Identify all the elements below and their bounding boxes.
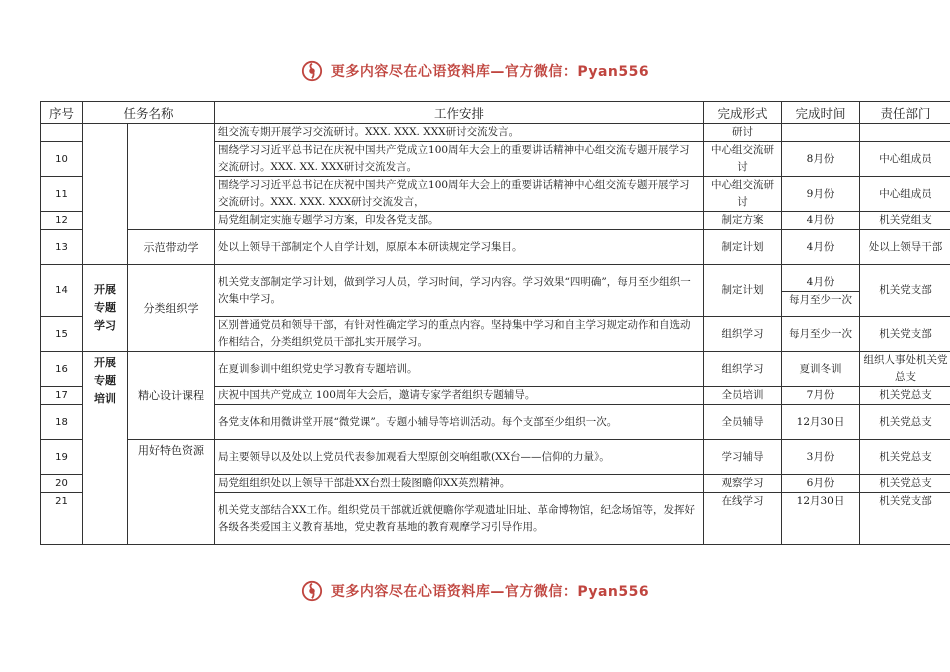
form-cell: 制定方案	[704, 212, 782, 230]
category-cell-empty	[83, 124, 128, 265]
table-row	[41, 124, 950, 142]
row-number: 20	[41, 475, 83, 493]
dept-cell: 组织人事处机关党总支	[860, 352, 950, 387]
form-cell: 研讨	[704, 124, 782, 142]
watermark-banner-top	[0, 60, 950, 82]
subtask-resource: 用好特色资源	[128, 440, 215, 545]
swirl-logo-icon	[301, 580, 323, 602]
form-cell: 在线学习	[704, 493, 782, 545]
subtask-model: 示范带动学	[128, 230, 215, 265]
work-cell: 局主要领导以及处以上党员代表参加观看大型原创交响组歌(XX台——信仰的力量》。	[215, 440, 704, 475]
time-bottom: 每月至少一次	[789, 293, 853, 306]
form-cell: 全员培训	[704, 387, 782, 405]
table-row	[41, 230, 950, 265]
dept-cell: 处以上领导干部	[860, 230, 950, 265]
watermark-text: 更多内容尽在心语资料库—官方微信：Pyan556	[330, 584, 650, 600]
watermark-banner-bottom	[0, 580, 950, 602]
header-form: 完成形式	[704, 102, 782, 124]
time-cell	[782, 124, 860, 142]
row-number: 10	[41, 142, 83, 177]
category-train-line: 开展	[94, 356, 116, 369]
subtask-course: 精心设计课程	[128, 352, 215, 440]
form-cell: 组织学习	[704, 352, 782, 387]
header-work: 工作安排	[215, 102, 704, 124]
swirl-logo-icon	[301, 60, 323, 82]
time-cell: 7月份	[782, 387, 860, 405]
work-cell: 区别普通党员和领导干部，有针对性确定学习的重点内容。坚持集中学习和自主学习规定动作和自选动作相结合，分类组织党员干部扎实开展学习。	[215, 317, 704, 352]
work-cell: 组交流专期开展学习交流研讨。XXX. XXX. XXX研讨交流发言。	[215, 124, 704, 142]
form-cell: 观察学习	[704, 475, 782, 493]
subtask-grouped: 分类组织学	[128, 265, 215, 352]
form-cell: 全员辅导	[704, 405, 782, 440]
form-cell: 中心组交流研讨	[704, 142, 782, 177]
row-number	[41, 124, 83, 142]
time-cell: 4月份	[782, 212, 860, 230]
dept-cell: 机关党支部	[860, 493, 950, 545]
subtask-cell-empty	[128, 124, 215, 230]
dept-cell: 机关党总支	[860, 475, 950, 493]
form-cell: 学习辅导	[704, 440, 782, 475]
work-cell: 局党组制定实施专题学习方案，印发各党支部。	[215, 212, 704, 230]
category-study-line: 学习	[94, 319, 116, 332]
dept-cell: 机关党组支	[860, 212, 950, 230]
dept-cell: 中心组成员	[860, 177, 950, 212]
time-cell: 3月份	[782, 440, 860, 475]
category-train	[83, 352, 128, 545]
row-number: 11	[41, 177, 83, 212]
row-number: 12	[41, 212, 83, 230]
dept-cell: 机关党总支	[860, 405, 950, 440]
time-cell: 12月30日	[782, 493, 860, 545]
header-seq: 序号	[41, 102, 83, 124]
watermark-text: 更多内容尽在心语资料库—官方微信：Pyan556	[330, 64, 650, 80]
time-cell: 夏训冬训	[782, 352, 860, 387]
table-header-row	[41, 102, 950, 124]
dept-cell: 机关党总支	[860, 387, 950, 405]
category-study-line: 开展	[94, 283, 116, 296]
row-number: 13	[41, 230, 83, 265]
form-cell: 组织学习	[704, 317, 782, 352]
category-study-line: 专题	[94, 301, 116, 314]
dept-cell: 机关党支部	[860, 317, 950, 352]
row-number: 15	[41, 317, 83, 352]
time-cell: 12月30日	[782, 405, 860, 440]
work-cell: 机关党支部结合XX工作。组织党员干部就近就便瞻你学观遗址旧址、革命博物馆，纪念场馆等，发挥好各级各类爱国主义教育基地，党史教育基地的教育观摩学习引导作用。	[215, 493, 704, 545]
header-task: 任务名称	[83, 102, 215, 124]
work-cell: 庆祝中国共产党成立 100周年大会后，邀请专家学者组织专题辅导。	[215, 387, 704, 405]
time-cell: 每月至少一次	[782, 317, 860, 352]
row-number: 14	[41, 265, 83, 317]
work-cell: 围绕学习习近平总书记在庆祝中国共产党成立100周年大会上的重要讲话精神中心组交流专题开展学习交流研讨。XXX. XXX. XXX研讨交流发言，	[215, 177, 704, 212]
row-number: 16	[41, 352, 83, 387]
work-cell: 处以上领导干部制定个人自学计划，原原本本研读规定学习集目。	[215, 230, 704, 265]
form-cell: 中心组交流研讨	[704, 177, 782, 212]
table-row	[41, 440, 950, 475]
work-cell: 各党支体和用微讲堂开展“微党课”。专题小辅导等培训活动。每个支部至少组织一次。	[215, 405, 704, 440]
dept-cell: 机关党总支	[860, 440, 950, 475]
table-row	[41, 265, 950, 317]
row-number: 18	[41, 405, 83, 440]
dept-cell: 中心组成员	[860, 142, 950, 177]
time-cell: 6月份	[782, 475, 860, 493]
header-time: 完成时间	[782, 102, 860, 124]
category-train-line: 专题	[94, 374, 116, 387]
time-cell: 9月份	[782, 177, 860, 212]
dept-cell	[860, 124, 950, 142]
task-table	[40, 101, 950, 545]
work-cell: 机关党支部制定学习计划，做到学习人员，学习时间，学习内容。学习效果“四明确”，每月至少组织一次集中学习。	[215, 265, 704, 317]
row-number: 17	[41, 387, 83, 405]
time-top: 4月份	[782, 273, 859, 292]
work-cell: 在夏训参训中组织党史学习教育专题培训。	[215, 352, 704, 387]
header-dept: 责任部门	[860, 102, 950, 124]
time-cell: 8月份	[782, 142, 860, 177]
row-number: 19	[41, 440, 83, 475]
form-cell: 制定计划	[704, 265, 782, 317]
work-cell: 局党组组织处以上领导干部赴XX台烈士陵图瞻仰XX英烈精神。	[215, 475, 704, 493]
time-cell: 4月份	[782, 230, 860, 265]
work-cell: 围绕学习习近平总书记在庆祝中国共产党成立100周年大会上的重要讲话精神中心组交流专题开展学习交流研讨。XXX. XX. XXX研讨交流发言。	[215, 142, 704, 177]
form-cell: 制定计划	[704, 230, 782, 265]
time-cell	[782, 265, 860, 317]
category-train-line: 培训	[94, 392, 116, 405]
dept-cell: 机关党支部	[860, 265, 950, 317]
category-study	[83, 265, 128, 352]
row-number: 21	[41, 493, 83, 545]
table-row	[41, 352, 950, 387]
